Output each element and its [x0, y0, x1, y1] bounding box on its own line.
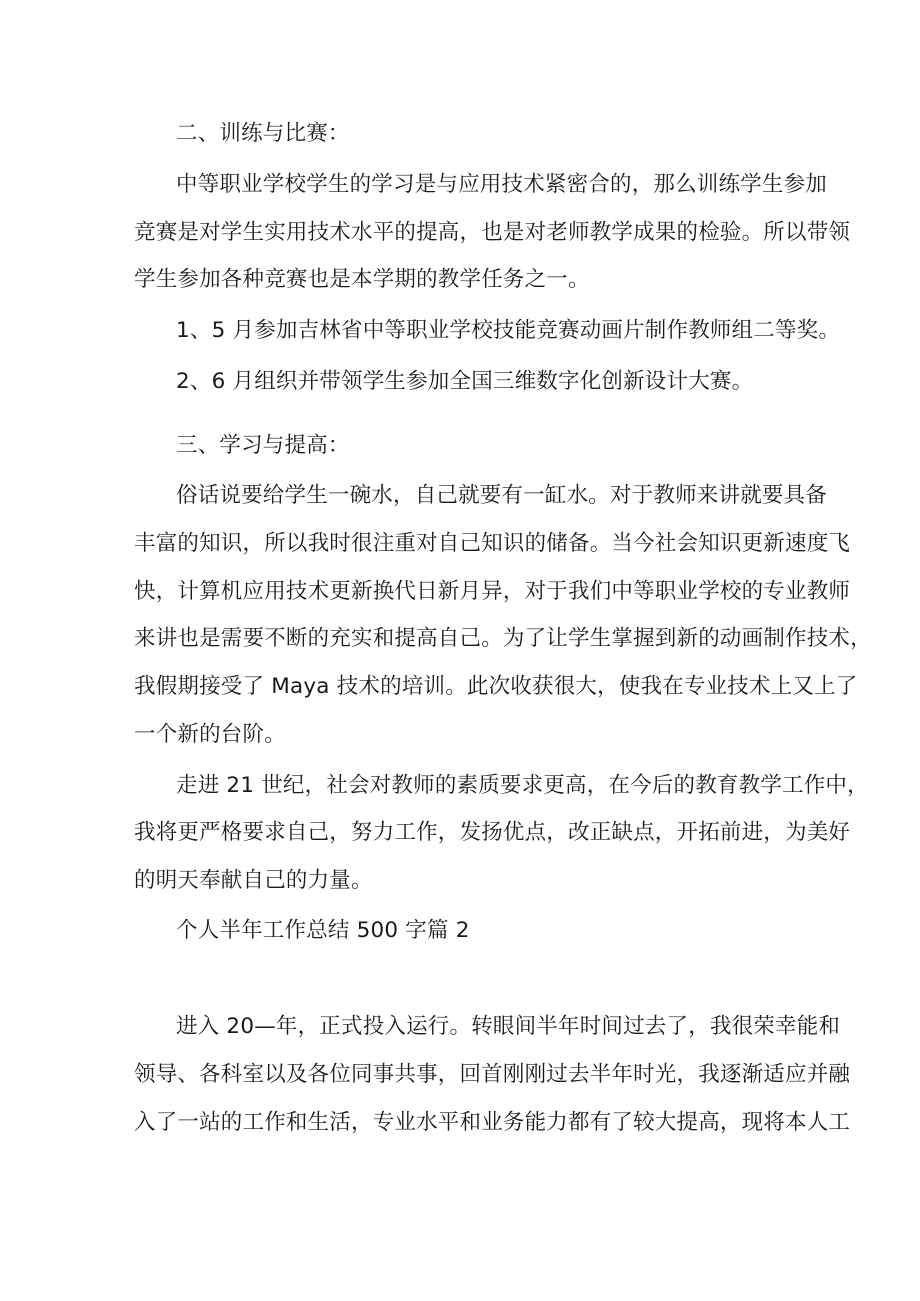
paragraph-line: 中等职业学校学生的学习是与应用技术紧密合的，那么训练学生参加: [176, 172, 828, 197]
paragraph-line: 走进 21 世纪，社会对教师的素质要求更高，在今后的教育教学工作中，: [176, 773, 869, 798]
section-heading: 三、学习与提高：: [176, 433, 350, 458]
list-item: 1、5 月参加吉林省中等职业学校技能竞赛动画片制作教师组二等奖。: [176, 318, 841, 343]
paragraph-line: 我假期接受了 Maya 技术的培训。此次收获很大，使我在专业技术上又上了: [134, 674, 858, 699]
paragraph-line: 的明天奉献自己的力量。: [134, 868, 373, 893]
section-heading: 二、训练与比赛：: [176, 121, 350, 146]
paragraph-line: 我将更严格要求自己，努力工作，发扬优点，改正缺点，开拓前进，为美好: [134, 820, 851, 845]
paragraph-line: 俗话说要给学生一碗水，自己就要有一缸水。对于教师来讲就要具备: [176, 483, 828, 508]
paragraph-line: 学生参加各种竞赛也是本学期的教学任务之一。: [134, 267, 590, 292]
paragraph-line: 一个新的台阶。: [134, 722, 286, 747]
paragraph-line: 入了一站的工作和生活，专业水平和业务能力都有了较大提高，现将本人工: [134, 1110, 851, 1135]
paragraph-line: 领导、各科室以及各位同事共事，回首刚刚过去半年时光，我逐渐适应并融: [134, 1062, 851, 1087]
paragraph-line: 丰富的知识，所以我时很注重对自己知识的储备。当今社会知识更新速度飞: [134, 531, 851, 556]
paragraph-line: 进入 20—年，正式投入运行。转眼间半年时间过去了，我很荣幸能和: [176, 1014, 841, 1039]
article-title: 个人半年工作总结 500 字篇 2: [176, 918, 470, 943]
paragraph-line: 来讲也是需要不断的充实和提高自己。为了让学生掌握到新的动画制作技术，: [134, 626, 872, 651]
paragraph-line: 竞赛是对学生实用技术水平的提高，也是对老师教学成果的检验。所以带领: [134, 220, 851, 245]
list-item: 2、6 月组织并带领学生参加全国三维数字化创新设计大赛。: [176, 369, 754, 394]
paragraph-line: 快，计算机应用技术更新换代日新月异，对于我们中等职业学校的专业教师: [134, 579, 851, 604]
